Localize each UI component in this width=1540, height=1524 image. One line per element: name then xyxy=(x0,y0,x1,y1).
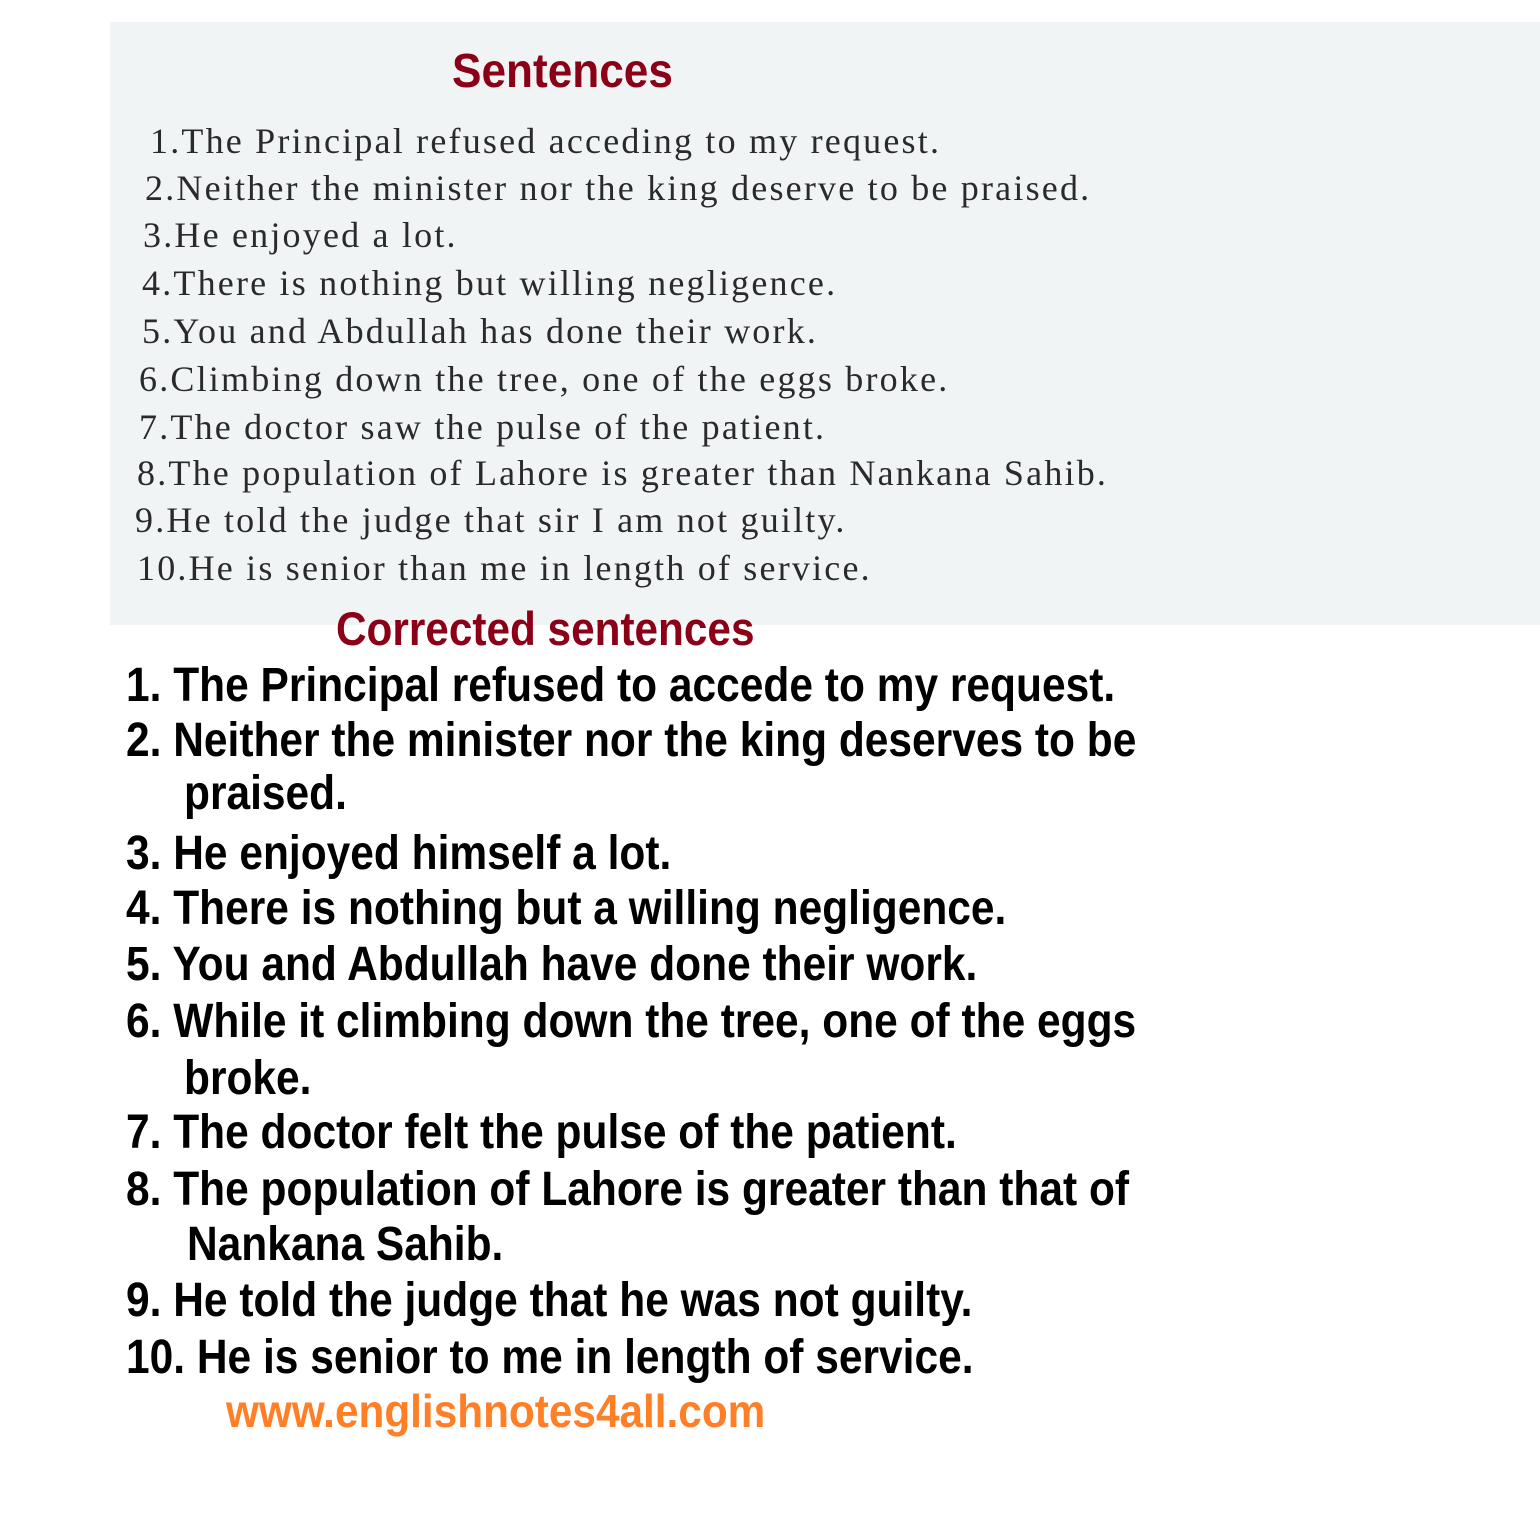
sentence-10: 10.He is senior than me in length of service. xyxy=(137,548,872,588)
corrected-6-cont: broke. xyxy=(184,1052,312,1105)
corrected-9: 9. He told the judge that he was not guilty. xyxy=(126,1274,973,1327)
corrected-8: 8. The population of Lahore is greater than that of xyxy=(126,1163,1130,1216)
corrected-4: 4. There is nothing but a willing negligence. xyxy=(126,882,1007,935)
sentence-6: 6.Climbing down the tree, one of the eggs broke. xyxy=(139,359,950,399)
corrected-10: 10. He is senior to me in length of service. xyxy=(126,1331,974,1384)
corrected-1: 1. The Principal refused to accede to my request. xyxy=(126,659,1116,712)
corrected-7: 7. The doctor felt the pulse of the patient. xyxy=(126,1106,957,1159)
sentence-7: 7.The doctor saw the pulse of the patient. xyxy=(139,407,827,447)
sentence-8: 8.The population of Lahore is greater than Nankana Sahib. xyxy=(137,453,1109,493)
corrected-2: 2. Neither the minister nor the king deserves to be xyxy=(126,714,1137,767)
sentences-title: Sentences xyxy=(452,45,673,98)
sentence-4: 4.There is nothing but willing negligence. xyxy=(142,263,838,303)
corrected-title: Corrected sentences xyxy=(336,602,755,655)
corrected-2-cont: praised. xyxy=(184,767,347,820)
sentence-1: 1.The Principal refused acceding to my request. xyxy=(150,121,942,161)
sentence-2: 2.Neither the minister nor the king deserve to be praised. xyxy=(145,168,1092,208)
corrected-6: 6. While it climbing down the tree, one of the eggs xyxy=(126,995,1137,1048)
sentence-5: 5.You and Abdullah has done their work. xyxy=(142,311,819,351)
corrected-8-cont: Nankana Sahib. xyxy=(187,1218,504,1271)
sentence-9: 9.He told the judge that sir I am not guilty. xyxy=(135,500,847,540)
website-link[interactable]: www.englishnotes4all.com xyxy=(226,1385,766,1437)
corrected-5: 5. You and Abdullah have done their work. xyxy=(126,938,978,991)
sentence-3: 3.He enjoyed a lot. xyxy=(143,215,458,255)
corrected-3: 3. He enjoyed himself a lot. xyxy=(126,827,672,880)
